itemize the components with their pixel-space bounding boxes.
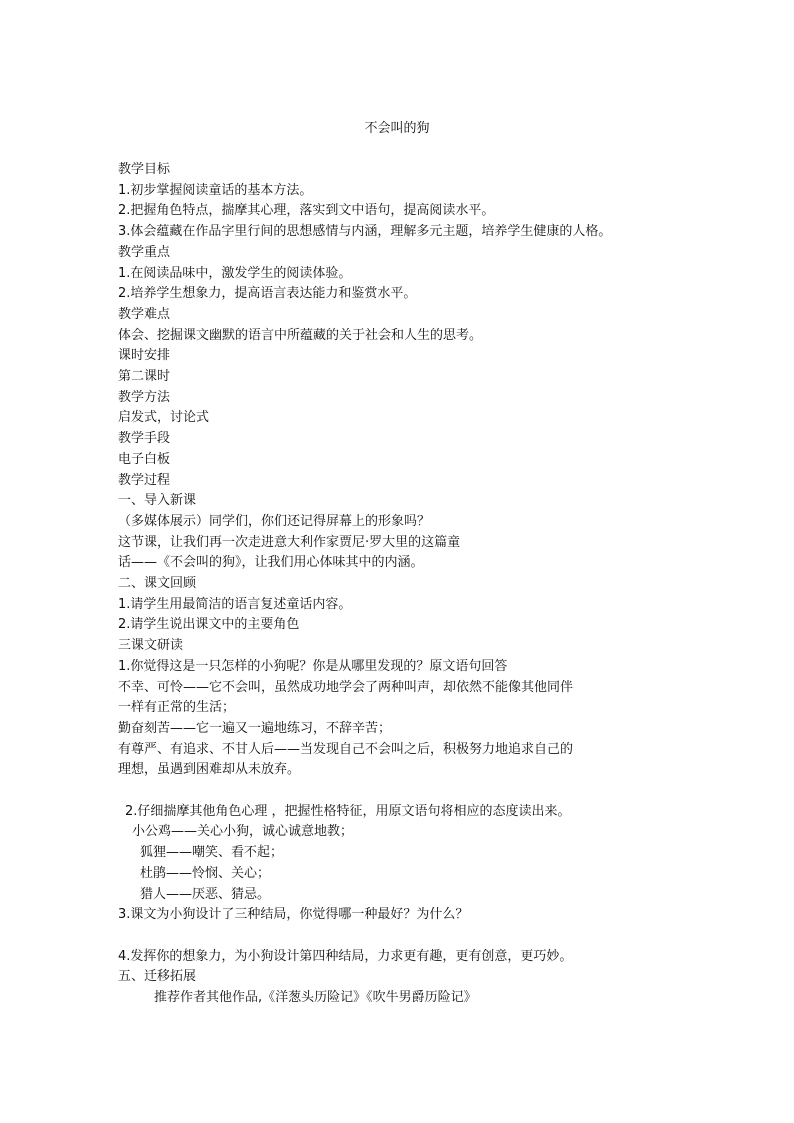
section-heading: 一、导入新课 xyxy=(118,493,197,509)
document-body xyxy=(118,160,738,1009)
heading-process: 教学过程 xyxy=(118,472,171,488)
key-point-item: 2.培养学生想象力，提高语言表达能力和鉴赏水平。 xyxy=(118,286,417,302)
methods-text: 启发式，讨论式 xyxy=(118,410,210,426)
schedule-text: 第二课时 xyxy=(118,369,171,385)
list-item: 2.请学生说出课文中的主要角色 xyxy=(118,617,300,633)
heading-schedule: 课时安排 xyxy=(118,348,171,364)
list-item: 3.课文为小狗设计了三种结局，你觉得哪一种最好？为什么？ xyxy=(118,907,469,923)
heading-objectives: 教学目标 xyxy=(118,162,171,177)
list-item: 1.请学生用最简洁的语言复述童话内容。 xyxy=(118,596,352,612)
list-item: 2.仔细揣摩其他角色心理 ，把握性格特征，用原文语句将相应的态度读出来。 xyxy=(125,803,571,819)
list-item: 1.你觉得这是一只怎样的小狗呢？你是从哪里发现的？原文语句回答 xyxy=(118,658,508,674)
paragraph-line: （多媒体展示）同学们，你们还记得屏幕上的形象吗？ xyxy=(118,513,431,529)
heading-key-points: 教学重点 xyxy=(118,244,171,260)
difficulty-text: 体会、挖掘课文幽默的语言中所蕴藏的关于社会和人生的思考。 xyxy=(118,327,483,343)
paragraph-line: 有尊严、有追求、不甘人后——当发现自己不会叫之后，积极努力地追求自己的 xyxy=(118,741,574,757)
paragraph-line: 不幸、可怜——它不会叫，虽然成功地学会了两种叫声，却依然不能像其他同伴 xyxy=(118,679,574,695)
character-attitude: 猎人——厌恶、猜忌。 xyxy=(140,886,271,902)
section-heading: 二、课文回顾 xyxy=(118,576,197,592)
tools-text: 电子白板 xyxy=(118,451,171,467)
paragraph-line: 理想，虽遇到困难却从未放弃。 xyxy=(118,762,301,778)
character-attitude: 杜鹃——怜悯、关心； xyxy=(140,865,271,881)
section-heading: 三课文研读 xyxy=(118,638,184,654)
objective-item: 1.初步掌握阅读童话的基本方法。 xyxy=(118,182,313,198)
paragraph-line: 勤奋刻苦——它一遍又一遍地练习，不辞辛苦； xyxy=(118,720,392,736)
heading-difficulties: 教学难点 xyxy=(118,306,171,322)
blank-line xyxy=(118,926,738,947)
paragraph-line: 话——《不会叫的狗》，让我们用心体味其中的内涵。 xyxy=(118,555,424,571)
heading-tools: 教学手段 xyxy=(118,431,171,447)
objective-item: 3.体会蕴藏在作品字里行间的思想感情与内涵，理解多元主题，培养学生健康的人格。 xyxy=(118,224,612,240)
list-item: 4.发挥你的想象力，为小狗设计第四种结局，力求更有趣，更有创意，更巧妙。 xyxy=(118,948,573,964)
section-heading: 五、迁移拓展 xyxy=(118,969,197,985)
document-title: 不会叫的狗 xyxy=(364,121,430,136)
recommendation-text: 推荐作者其他作品,《洋葱头历险记》《吹牛男爵历险记》 xyxy=(154,990,477,1006)
objective-item: 2.把握角色特点，揣摩其心理，落实到文中语句，提高阅读水平。 xyxy=(118,203,495,219)
key-point-item: 1.在阅读品味中，激发学生的阅读体验。 xyxy=(118,265,352,281)
paragraph-line: 一样有正常的生活； xyxy=(118,700,236,716)
heading-methods: 教学方法 xyxy=(118,389,171,405)
character-attitude: 小公鸡——关心小狗，诚心诚意地教； xyxy=(132,824,354,840)
blank-line xyxy=(118,781,738,802)
paragraph-line: 这节课，让我们再一次走进意大利作家贾尼·罗大里的这篇童 xyxy=(118,534,461,550)
character-attitude: 狐狸——嘲笑、看不起； xyxy=(140,845,284,861)
